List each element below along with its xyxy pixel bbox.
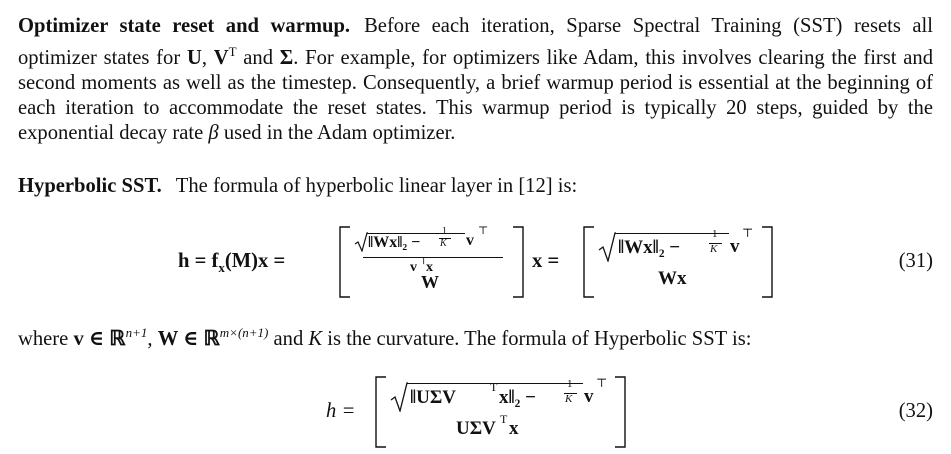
eq31-rhs-frac-den: K — [710, 243, 718, 255]
para3-text-c: is the curvature. The formula of Hyperbolic SST is: — [322, 327, 752, 350]
eq32-top-v-sup: ⊤ — [596, 376, 608, 390]
equation-32 — [18, 374, 933, 454]
sym-V-sup: T — [228, 44, 237, 59]
eq32-bottom-x: x — [509, 418, 519, 439]
eq32-sqrt — [390, 382, 408, 412]
eq31-rhs-frac-num: 1 — [712, 228, 718, 240]
para3-v-sup: n+1 — [125, 325, 148, 340]
eq31-inner-den-v: v — [410, 260, 417, 275]
para2-text: The formula of hyperbolic linear layer in [12] is: — [175, 175, 578, 197]
eq31-inner-frac-num: 1 — [442, 226, 447, 237]
paragraph-where — [18, 320, 933, 352]
eq32-top-v: v — [584, 386, 594, 407]
eq32-lhs: h = — [326, 400, 356, 422]
eq32-number: (32) — [898, 400, 933, 422]
sym-U: U — [186, 46, 202, 69]
para3-text-a: where — [18, 327, 74, 350]
eq31-inner-den-vsup: ⊤ — [419, 256, 429, 267]
para1-sep1: , — [201, 46, 214, 69]
eq31-inner-v-sup: ⊤ — [478, 225, 489, 237]
eq31-rhs-v: v — [730, 236, 740, 257]
eq31-inner-den-x: x — [426, 260, 433, 275]
eq31-inner-fraction-bar — [363, 257, 503, 258]
eq31-mid-eq: x = — [532, 250, 560, 272]
eq32-top-rest: x‖₂ − — [499, 387, 536, 408]
eq31-inner-num: ‖Wx‖₂ − — [368, 234, 421, 251]
heading-optimizer-reset: Optimizer state reset and warmup. — [18, 15, 351, 37]
equation-31 — [18, 224, 933, 304]
eq31-left-bracket-2 — [582, 226, 596, 298]
eq32-bottom-sup: T — [500, 412, 508, 426]
eq31-inner-frac-den: K — [440, 238, 447, 249]
eq31-sqrt-1 — [354, 232, 368, 252]
para1-text-a: Before each iteration, Sparse Spectral Training (SST) resets all optimizer states for — [18, 15, 933, 69]
eq31-number: (31) — [898, 250, 933, 272]
para3-w-in: W ∈ ℝ — [157, 327, 220, 350]
eq32-top-expr: ‖UΣV — [410, 387, 457, 408]
eq31-rhs-bottom: Wx — [658, 268, 687, 289]
eq32-frac-den: K — [565, 393, 573, 405]
paragraph-hyperbolic-sst — [18, 174, 933, 199]
para3-comma: , — [147, 327, 158, 350]
para3-v-in: v ∈ ℝ — [73, 327, 126, 350]
eq32-frac-num: 1 — [567, 378, 573, 390]
para1-and: and — [236, 46, 280, 69]
sym-Sigma: Σ — [279, 46, 294, 69]
eq31-right-bracket-2 — [760, 226, 774, 298]
eq31-inner-v: v — [466, 232, 474, 249]
para1-text-b: . For example, for optimizers like Adam, this involves clearing the first and second moments as well as the timestep. Consequently, a brief warmup period is essential at the beginning of each iteration to accommodate the reset states. This warmup period is typically 20 steps, guided by the exponential decay rate — [18, 46, 933, 144]
eq32-top-sup: T — [490, 380, 498, 394]
eq31-lhs — [178, 250, 285, 276]
eq31-lhs-sub: x — [218, 260, 225, 276]
eq32-right-bracket — [613, 376, 627, 448]
para3-text-b: and — [268, 327, 309, 350]
eq31-rhs-v-sup: ⊤ — [742, 226, 754, 240]
sym-V: V — [213, 46, 229, 69]
eq32-left-bracket — [374, 376, 388, 448]
para3-w-sup: m×(n+1) — [219, 325, 269, 340]
eq31-inner-den-w: W — [421, 272, 439, 292]
eq31-right-bracket-1 — [511, 226, 525, 298]
para3-K: K — [308, 327, 323, 350]
eq31-lhs-h: h = f — [178, 250, 219, 272]
heading-hyperbolic-sst: Hyperbolic SST. — [18, 175, 162, 197]
eq31-left-bracket-1 — [338, 226, 352, 298]
eq31-sqrt-2 — [598, 232, 616, 262]
eq31-lhs-rest: (M)x = — [224, 250, 286, 272]
sym-beta: β — [208, 121, 219, 144]
paragraph-optimizer-reset — [18, 14, 933, 146]
eq32-bottom-expr: UΣV — [456, 418, 496, 439]
eq31-rhs-num: ‖Wx‖₂ − — [618, 237, 681, 258]
para1-text-c: used in the Adam optimizer. — [218, 121, 456, 144]
